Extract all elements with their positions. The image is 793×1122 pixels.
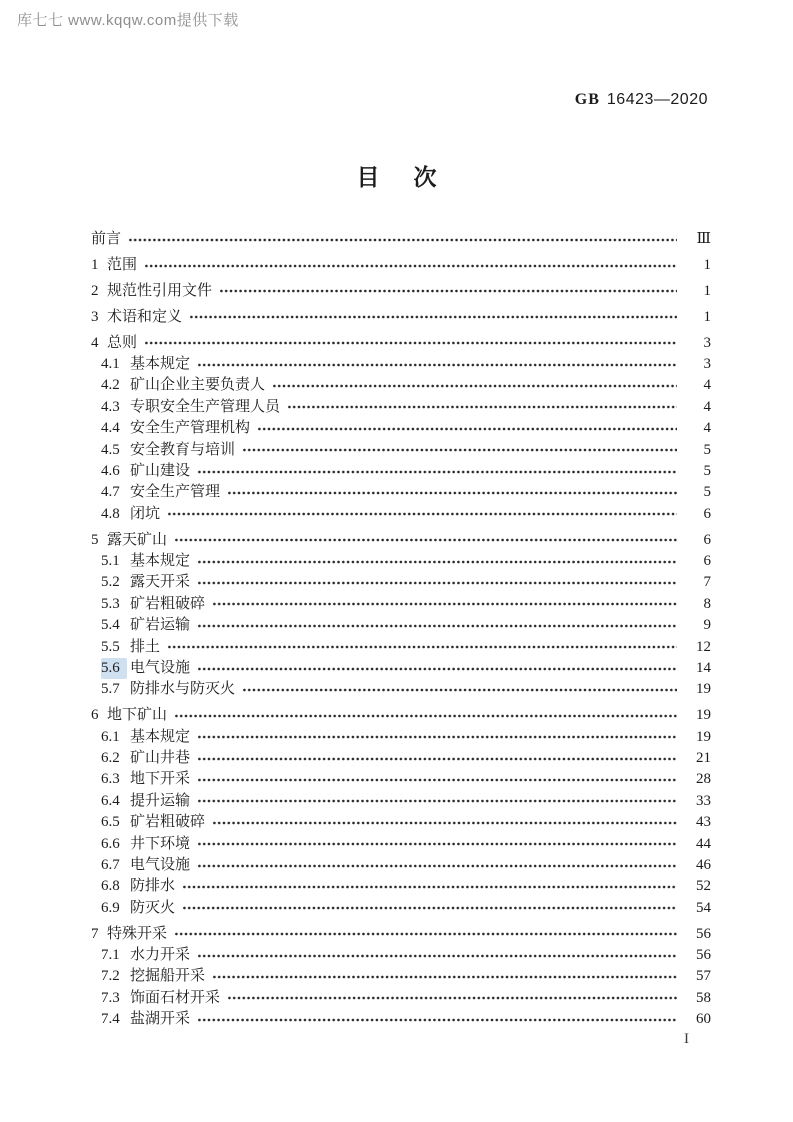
toc-entry-label: 基本规定 [130, 728, 191, 745]
dot-leader [197, 572, 677, 593]
toc-entry-number: 4.5 [101, 441, 120, 458]
dot-leader [182, 898, 677, 919]
toc-entry [91, 791, 711, 812]
dot-leader [212, 812, 677, 833]
dot-leader [174, 530, 677, 551]
dot-leader [144, 255, 677, 276]
toc-entry-number: 6.7 [101, 856, 120, 873]
toc-entry-label: 特殊开采 [107, 925, 168, 942]
toc-entry-number: 7.4 [101, 1011, 120, 1028]
watermark-text: 库七七 www.kqqw.com提供下载 [17, 12, 239, 29]
toc-entry [91, 440, 711, 461]
toc-entry-page-number: 60 [696, 1011, 711, 1028]
toc-entry-page-number: 21 [696, 749, 711, 766]
toc-entry [91, 679, 711, 700]
toc-entry [91, 615, 711, 636]
toc-entry [91, 333, 711, 354]
dot-leader [227, 482, 677, 503]
toc-entry-page-number: 1 [703, 282, 711, 299]
toc-entry-label: 防排水 [130, 878, 176, 895]
toc-entry-number: 4.6 [101, 462, 120, 479]
dot-leader [219, 281, 677, 302]
toc-entry-label: 挖掘船开采 [130, 968, 206, 985]
toc-entry-page-number: 9 [703, 617, 711, 634]
toc-entry [91, 812, 711, 833]
toc-entry-page-number: 14 [696, 659, 711, 676]
toc-entry-number: 4.1 [101, 355, 120, 372]
toc-entry-page-number: 6 [703, 531, 711, 548]
toc-entry-page-number: 33 [696, 792, 711, 809]
toc-entry [91, 658, 711, 679]
toc-entry-label: 井下环境 [130, 835, 191, 852]
toc-entry-page-number: 19 [696, 707, 711, 724]
toc-entry-label: 总则 [107, 334, 138, 351]
toc-entry-number: 2 [91, 282, 99, 299]
toc-entry [91, 1009, 711, 1030]
toc-entry-number: 6.9 [101, 899, 120, 916]
toc-entry-label: 电气设施 [130, 659, 191, 676]
dot-leader [212, 594, 677, 615]
toc-entry-label: 地下开采 [130, 771, 191, 788]
toc-entry-number: 4.8 [101, 505, 120, 522]
toc-entry-label: 基本规定 [130, 552, 191, 569]
toc-entry [91, 834, 711, 855]
dot-leader [257, 418, 677, 439]
dot-leader [242, 679, 677, 700]
toc-entry-number: 5.7 [101, 681, 120, 698]
toc-entry-number: 4.3 [101, 398, 120, 415]
toc-entry-label: 防灭火 [130, 899, 176, 916]
toc-entry [91, 924, 711, 945]
toc-entry-label: 排土 [130, 638, 161, 655]
dot-leader [197, 551, 677, 572]
toc-entry [91, 551, 711, 572]
toc-entry-page-number: 1 [703, 308, 711, 325]
toc-entry-label: 范围 [107, 256, 138, 273]
toc-entry-page-number: 7 [703, 574, 711, 591]
toc-entry-number: 7.2 [101, 968, 120, 985]
dot-leader [174, 705, 677, 726]
toc-entry [91, 705, 711, 726]
toc-entry-number: 6.2 [101, 749, 120, 766]
toc-entry-label: 矿山企业主要负责人 [130, 377, 266, 394]
toc-entry-label: 闭坑 [130, 505, 161, 522]
toc-entry-page-number: 8 [703, 595, 711, 612]
toc-entry-page-number: 1 [703, 256, 711, 273]
toc-entry-number: 4.4 [101, 420, 120, 437]
toc-entry-number: 5 [91, 531, 99, 548]
toc-entry-label: 矿岩运输 [130, 617, 191, 634]
toc-entry-page-number: 4 [703, 420, 711, 437]
toc-entry-page-number: 5 [703, 441, 711, 458]
dot-leader [272, 375, 677, 396]
dot-leader [197, 461, 677, 482]
toc-entry [91, 281, 711, 302]
toc-entry-label: 术语和定义 [107, 308, 183, 325]
toc-entry-page-number: 5 [703, 462, 711, 479]
toc-entry-page-number: 56 [696, 925, 711, 942]
toc-entry-page-number: Ⅲ [696, 231, 711, 247]
toc-entry-label: 安全生产管理 [130, 484, 221, 501]
toc-entry-label: 专职安全生产管理人员 [130, 398, 281, 415]
toc-entry-number: 5.2 [101, 574, 120, 591]
dot-leader [144, 333, 677, 354]
dot-leader [167, 504, 677, 525]
toc-entry-number: 5.3 [101, 595, 120, 612]
toc-entry [91, 482, 711, 503]
toc-entry-number: 5.5 [101, 638, 120, 655]
toc-entry-label: 基本规定 [130, 355, 191, 372]
dot-leader [197, 855, 677, 876]
dot-leader [128, 229, 677, 250]
dot-leader [197, 615, 677, 636]
toc-entry-label: 规范性引用文件 [107, 282, 213, 299]
standard-code [575, 91, 708, 109]
toc-entry-page-number: 54 [696, 899, 711, 916]
toc-entry-label: 提升运输 [130, 792, 191, 809]
toc-entry-page-number: 5 [703, 484, 711, 501]
dot-leader [189, 307, 677, 328]
page-title: 目次 [356, 164, 471, 190]
toc-entry-number: 5.4 [101, 617, 120, 634]
toc-entry [91, 229, 711, 250]
toc-entry-number: 7.3 [101, 989, 120, 1006]
dot-leader [167, 637, 677, 658]
toc-entry [91, 594, 711, 615]
dot-leader [197, 658, 677, 679]
dot-leader [197, 1009, 677, 1030]
toc-entry-page-number: 19 [696, 728, 711, 745]
standard-code-number: 16423—2020 [606, 91, 708, 108]
toc-entry-page-number: 56 [696, 947, 711, 963]
toc-entry [91, 637, 711, 658]
toc-entry [91, 572, 711, 593]
toc-entry-label: 防排水与防灭火 [130, 681, 236, 698]
dot-leader [197, 791, 677, 812]
toc-entry-number: 5.1 [101, 552, 120, 569]
dot-leader [227, 988, 677, 1009]
toc-entry-page-number: 58 [696, 989, 711, 1006]
toc-entry-page-number: 6 [703, 505, 711, 522]
toc-entry-page-number: 6 [703, 552, 711, 569]
toc-entry-page-number: 4 [703, 398, 711, 415]
dot-leader [182, 876, 677, 897]
toc-entry-label: 前言 [91, 231, 122, 247]
toc-entry-page-number: 52 [696, 878, 711, 895]
toc-entry-page-number: 28 [696, 771, 711, 788]
toc-entry-number-selected: 5.6 [101, 658, 127, 679]
dot-leader [197, 354, 677, 375]
toc-entry-page-number: 57 [696, 968, 711, 985]
page-number-footer: I [684, 1031, 689, 1047]
toc-entry-number: 6.8 [101, 878, 120, 895]
toc-entry-number: 6.4 [101, 792, 120, 809]
toc-entry [91, 966, 711, 987]
toc-entry-number: 4 [91, 334, 99, 351]
toc-entry-page-number: 43 [696, 814, 711, 831]
toc-entry-number: 6.5 [101, 814, 120, 831]
toc-entry [91, 255, 711, 276]
toc-entry [91, 397, 711, 418]
toc-entry-page-number: 3 [703, 355, 711, 372]
dot-leader [197, 945, 677, 966]
toc-entry-number: 4.7 [101, 484, 120, 501]
toc-entry [91, 307, 711, 328]
toc-entry-label: 矿岩粗破碎 [130, 814, 206, 831]
toc-entry-number: 7 [91, 925, 99, 942]
toc-entry-number: 4.2 [101, 377, 120, 394]
dot-leader [287, 397, 677, 418]
toc-entry-page-number: 3 [703, 334, 711, 351]
dot-leader [197, 834, 677, 855]
toc-entry [91, 769, 711, 790]
toc-entry-number: 7.1 [101, 947, 120, 963]
toc-entry-number: 1 [91, 256, 99, 273]
toc-entry-number: 6.1 [101, 728, 120, 745]
toc-entry-number: 3 [91, 308, 99, 325]
toc-entry [91, 988, 711, 1009]
dot-leader [174, 924, 677, 945]
toc-entry-label: 露天开采 [130, 574, 191, 591]
toc-entry [91, 504, 711, 525]
toc-entry [91, 354, 711, 375]
toc-entry [91, 375, 711, 396]
toc-entry [91, 945, 711, 966]
toc-entry-label: 饰面石材开采 [130, 989, 221, 1006]
toc-entry-label: 安全教育与培训 [130, 441, 236, 458]
toc-entry-label: 电气设施 [130, 856, 191, 873]
toc-entry [91, 418, 711, 439]
toc-entry [91, 898, 711, 919]
toc-entry-number: 6.6 [101, 835, 120, 852]
toc-entry-label: 矿山建设 [130, 462, 191, 479]
dot-leader [212, 966, 677, 987]
toc-entry [91, 876, 711, 897]
toc-entry-label: 矿山井巷 [130, 749, 191, 766]
toc-list [91, 229, 711, 1031]
toc-entry-page-number: 4 [703, 377, 711, 394]
toc-entry [91, 855, 711, 876]
toc-entry [91, 461, 711, 482]
toc-entry-label: 安全生产管理机构 [130, 420, 251, 437]
toc-entry-page-number: 12 [696, 638, 711, 655]
toc-entry-label: 地下矿山 [107, 707, 168, 724]
toc-entry-page-number: 46 [696, 856, 711, 873]
toc-entry-label: 露天矿山 [107, 531, 168, 548]
toc-entry [91, 727, 711, 748]
toc-entry [91, 748, 711, 769]
toc-entry-page-number: 19 [696, 681, 711, 698]
toc-entry-label: 盐湖开采 [130, 1011, 191, 1028]
toc-entry-number: 6 [91, 707, 99, 724]
toc-entry-page-number: 44 [696, 835, 711, 852]
toc-entry-number: 6.3 [101, 771, 120, 788]
dot-leader [197, 727, 677, 748]
dot-leader [242, 440, 677, 461]
dot-leader [197, 769, 677, 790]
dot-leader [197, 748, 677, 769]
toc-entry-label: 矿岩粗破碎 [130, 595, 206, 612]
toc-entry-label: 水力开采 [130, 947, 191, 963]
standard-code-prefix: GB [574, 91, 600, 108]
toc-entry [91, 530, 711, 551]
